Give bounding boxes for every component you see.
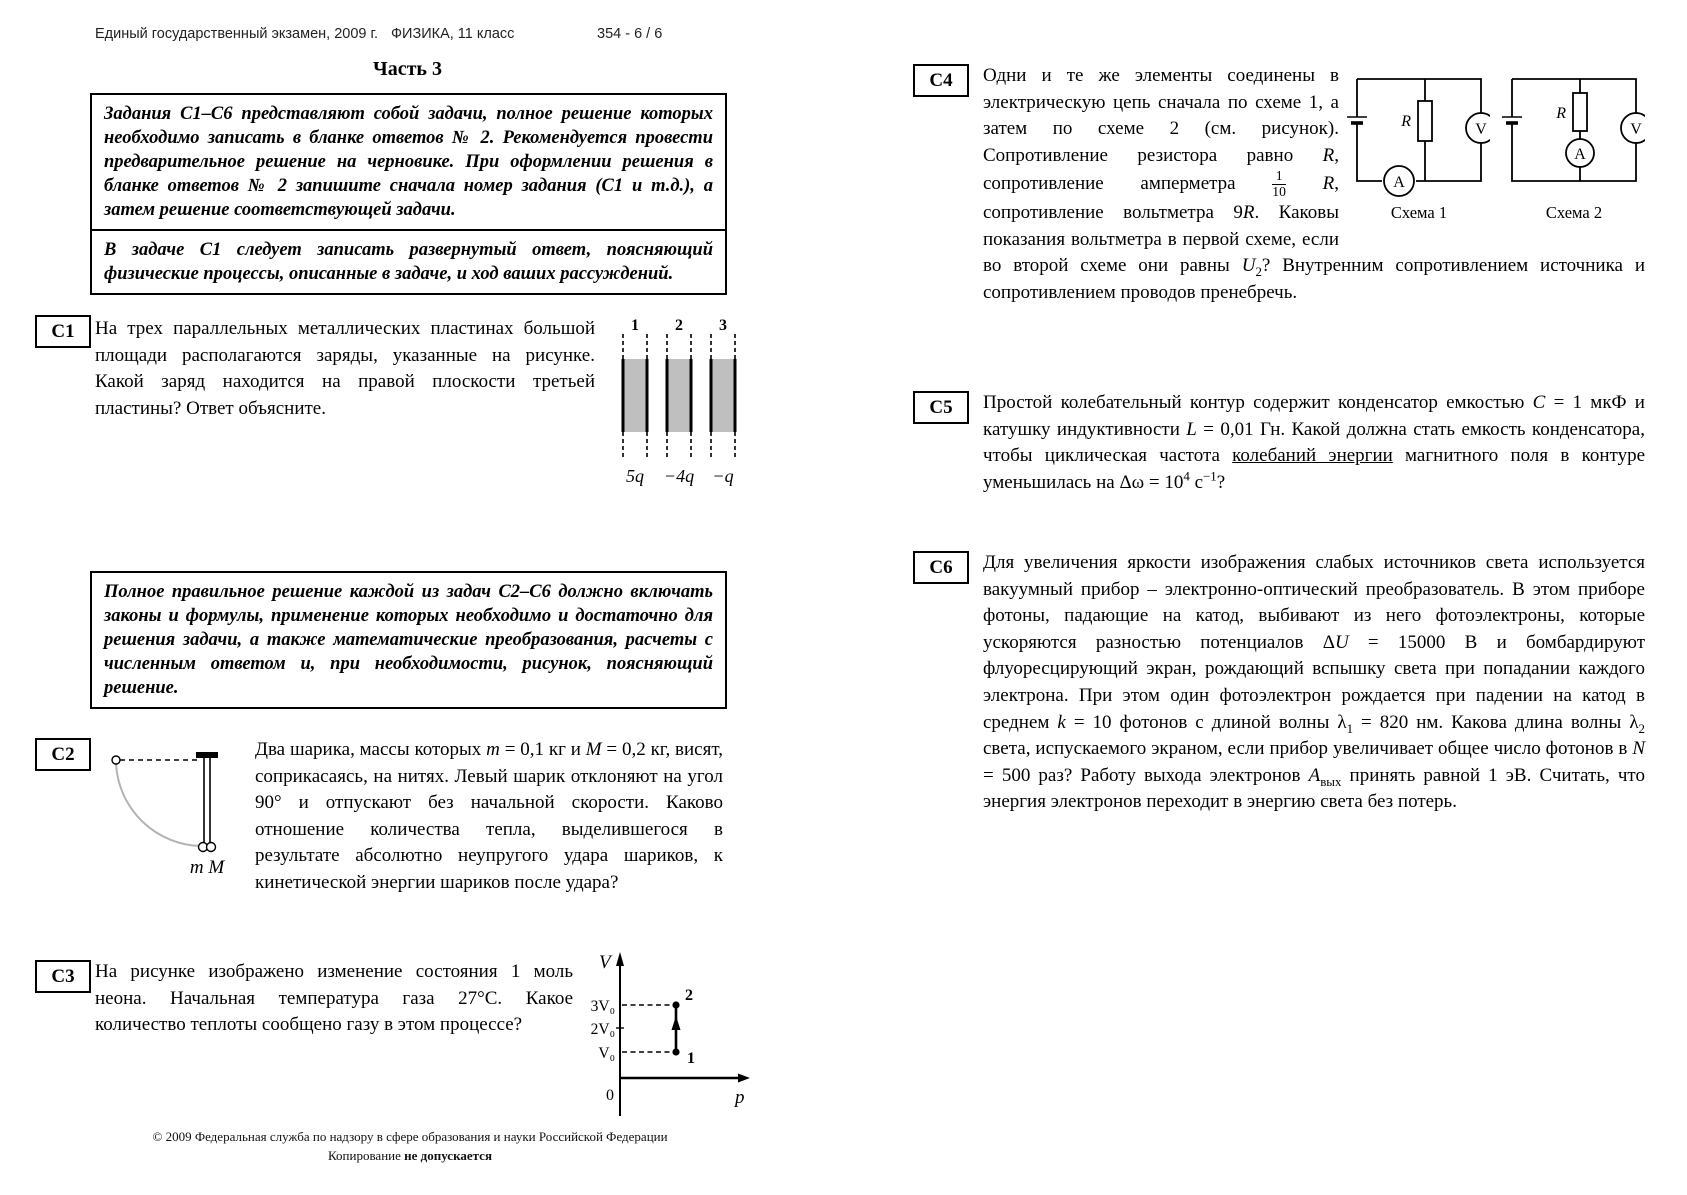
point-2-label: 2	[685, 987, 693, 1004]
copy-restriction-bold: не допускается	[404, 1147, 492, 1163]
problem-text-c6: Для увеличения яркости изображения слабых источников света используется вакуумный прибор – электронно-оптический преобразователь. В этом приборе фотоны, падающие на катод, выбивают из него фотоэлектроны, которые ускоряются разностью потенциалов ΔU = 15000 В и бомбардируют флуоресцирующий экран, рождающий вспышку света при попадании каждого электрона. При этом один фотоэлектрон рождается при падении на катод в среднем k = 10 фотонов с длиной волны $\lambda_1 = 820$ нм. Какова длина волны $\lambda_2$ света, испускаемого экраном, если прибор увеличивает общее число фотонов в N = 500 раз? Работу выхода электронов $A_{вых}$ принять равной 1 эВ. Считать, что энергия электронов переходит в энергию света без потерь.	[983, 552, 1645, 813]
p-axis-arrow	[738, 1074, 750, 1083]
problem-text-c1: На трех параллельных металлических пластинах большой площади располагаются заряды, указанные на рисунке. Какой заряд находится на правой плоскости третьей пластины? Ответ объясните.	[95, 318, 595, 419]
plates-diagram	[612, 314, 764, 500]
plate-2-number: 2	[675, 317, 683, 334]
plate-3-number: 3	[719, 317, 727, 334]
problem-label-c3: С3	[35, 960, 91, 993]
voltmeter-letter: V	[1475, 121, 1487, 138]
problem-label-c2: С2	[35, 738, 91, 771]
problem-label-c5: С5	[913, 391, 969, 424]
header-exam-title: Единый государственный экзамен, 2009 г.	[95, 26, 379, 42]
plate-1-body	[623, 359, 647, 432]
ammeter-letter: A	[1393, 174, 1405, 191]
c4-circuits-figure	[1347, 63, 1645, 235]
plate-3-body	[711, 359, 735, 432]
origin-label: 0	[606, 1087, 614, 1104]
resistor-symbol	[1418, 101, 1432, 141]
page-footer	[90, 1128, 730, 1166]
v-axis-label: V	[599, 952, 611, 973]
problem-c4-block	[983, 63, 1645, 306]
problem-text-c4: Одни и те же элементы соединены в электрическую цепь сначала по схеме 1, а затем по схеме 2 (см. рисунок). Сопротивление резистора равно R, сопротивление амперметра $\frac{1}{10}$ R, сопротивление вольтметра 9R. Каковы показания вольтметра в первой схеме, если во второй схеме они равны $U_2$? Внутренним сопротивлением источника и сопротивлением проводов пренебречь.	[983, 65, 1645, 303]
ammeter-letter: A	[1574, 146, 1586, 163]
vp-diagram	[578, 948, 753, 1130]
p-axis-label: p	[735, 1087, 745, 1108]
instruction-box-tasks: Задания С1–С6 представляют собой задачи, полное решение которых необходимо записать в бланке ответов № 2. Рекомендуется провести предварительное решение на черновике. При оформлении решения в бланке ответов № 2 запишите сначала номер задания (С1 и т.д.), а затем решение соответствующей задачи.	[90, 93, 727, 231]
scheme-1-caption: Схема 1	[1390, 203, 1448, 222]
copy-restriction-line	[90, 1147, 730, 1166]
tick-3v0: 3V₀	[590, 998, 615, 1015]
plate-3-charge: −q	[712, 466, 734, 486]
problem-label-c6: С6	[913, 551, 969, 584]
plate-1-charge: 5q	[626, 466, 644, 486]
point-1-label: 1	[687, 1050, 695, 1067]
v-axis-arrow	[616, 952, 624, 966]
problem-text-c2: Два шарика, массы которых m = 0,1 кг и M = 0,2 кг, висят, соприкасаясь, на нитях. Левый шарик отклоняют на угол 90° и отпускают без начальной скорости. Каково отношение количества тепла, выделившегося в результате абсолютно неупругого удара шариков, к кинетической энергии шариков после удара?	[255, 739, 723, 893]
instruction-box-full-solution: Полное правильное решение каждой из задач С2–С6 должно включать законы и формулы, применение которых необходимо и достаточно для решения задачи, а также математические преобразования, расчеты с численным ответом и, при необходимости, рисунок, поясняющий решение.	[90, 571, 727, 709]
circuit-scheme-2	[1502, 63, 1645, 225]
swing-arc	[116, 764, 201, 846]
voltmeter-letter: V	[1630, 121, 1642, 138]
ball-raised	[112, 756, 120, 764]
resistor-letter: R	[1556, 105, 1566, 122]
scheme-2-caption: Схема 2	[1545, 203, 1603, 222]
ball-M	[207, 843, 216, 852]
problem-text-c5: Простой колебательный контур содержит конденсатор емкостью C = 1 мкФ и катушку индуктивности L = 0,01 Гн. Какой должна стать емкость конденсатора, чтобы циклическая частота колебаний энергии магнитного поля в контуре уменьшилась на $\Delta\omega = 10^4$ $с^{-1}$?	[983, 392, 1646, 493]
copyright-line: © 2009 Федеральная служба по надзору в сфере образования и науки Российской Федерации	[152, 1129, 668, 1144]
battery-symbol	[1347, 117, 1367, 123]
resistor-letter: R	[1401, 113, 1411, 130]
state-point-2	[672, 1001, 679, 1008]
plate-2-charge: −4q	[663, 466, 695, 486]
pendulum-diagram	[98, 747, 258, 882]
plate-1-number: 1	[631, 317, 639, 334]
tick-v0: V₀	[598, 1045, 615, 1062]
state-point-1	[672, 1048, 679, 1055]
problem-text-c3: На рисунке изображено изменение состояния 1 моль неона. Начальная температура газа 27°С. Какое количество теплоты сообщено газу в этом процессе?	[95, 961, 573, 1036]
c2-pendulum-figure	[98, 747, 258, 887]
c1-plates-figure	[612, 314, 764, 505]
header-subject: ФИЗИКА, 11 класс	[391, 26, 515, 42]
ceiling-mount	[196, 752, 218, 758]
copy-restriction-normal: Копирование	[328, 1147, 405, 1163]
circuit-scheme-1	[1347, 63, 1490, 225]
problem-label-c4: С4	[913, 64, 969, 97]
instruction-box-c1: В задаче С1 следует записать развернутый ответ, поясняющий физические процессы, описанные в задаче, и ход ваших рассуждений.	[90, 229, 727, 295]
resistor-symbol	[1573, 93, 1587, 131]
part-title: Часть 3	[373, 58, 442, 80]
problem-label-c1: С1	[35, 315, 91, 348]
mass-labels: m M	[189, 857, 225, 878]
process-arrow	[672, 1016, 681, 1030]
tick-2v0: 2V₀	[590, 1021, 615, 1038]
c3-vp-graph	[578, 948, 753, 1135]
header-page-number: 354 - 6 / 6	[597, 26, 663, 42]
page-header	[95, 26, 735, 46]
plate-2-body	[667, 359, 691, 432]
battery-symbol	[1502, 117, 1522, 123]
